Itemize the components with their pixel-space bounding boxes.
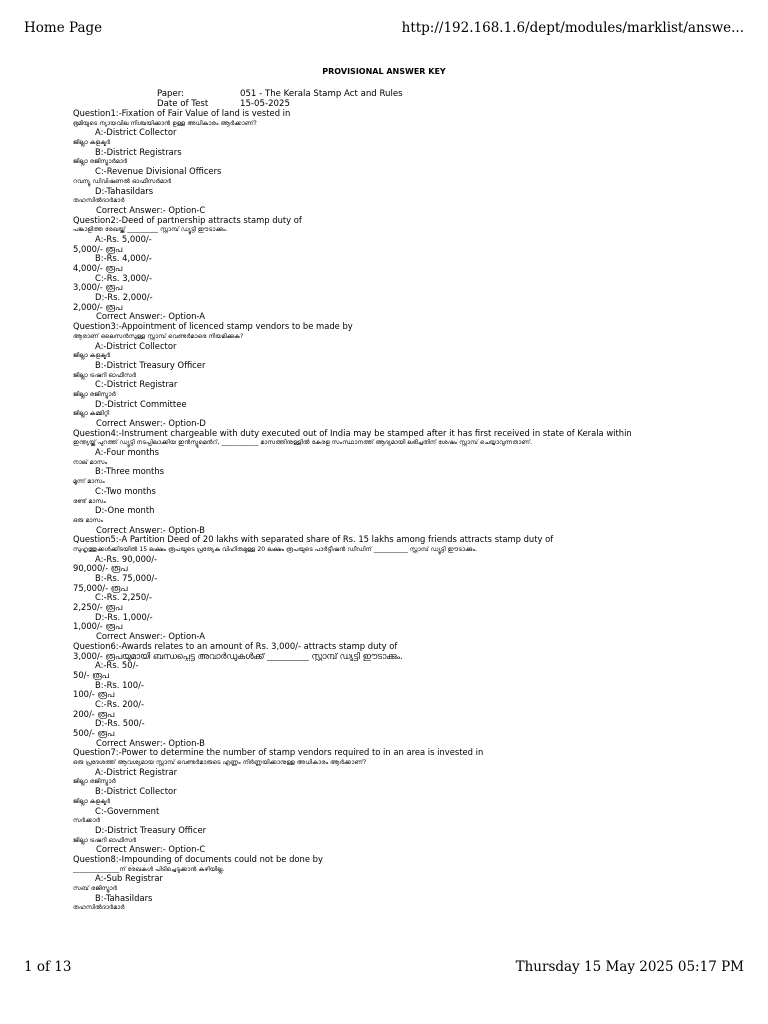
answer-option: B:-Tahasildars [95,893,153,903]
malayalam-text: സബ് രജിസ്ട്രാർ [73,885,118,892]
answer-option: C:-Rs. 2,250/- [95,593,153,603]
malayalam-text: ജില്ലാ കളക്ടർ [73,797,111,805]
malayalam-text: റവന്യൂ ഡിവിഷണൽ ഓഫീസർമാർ [73,177,172,185]
correct-answer: Correct Answer:- Option-B [96,738,205,748]
correct-answer: Correct Answer:- Option-A [96,312,205,322]
option-translation: 200/- രൂപ [73,709,115,719]
question-text: Question1:-Fixation of Fair Value of land is vested in [73,109,291,118]
malayalam-text: ആരാണ് ലൈസൻസുള്ള സ്റ്റാമ്പ് വെണ്ടർമാരെ നിയമിക്കുക? [73,332,244,340]
malayalam-text: ജില്ലാ കളക്ടർ [73,352,111,360]
answer-option: D:-Rs. 500/- [95,719,145,729]
header-page-title: Home Page [24,20,103,36]
answer-option: D:-Rs. 2,000/- [95,293,153,303]
answer-option: A:-Rs. 50/- [95,661,139,671]
option-translation: 90,000/- രൂപ [73,564,128,574]
correct-answer: Correct Answer:- Option-C [96,845,206,855]
answer-option: A:-Rs. 5,000/- [95,234,152,244]
answer-option: C:-Revenue Divisional Officers [95,167,222,177]
question-text: Question6:-Awards relates to an amount of Rs. 3,000/- attracts stamp duty of [73,641,398,651]
malayalam-text: ജില്ലാ ട്രഷറി ഓഫീസർ [73,371,137,379]
question-text: Question8:-Impounding of documents could not be done by [73,854,323,864]
question-text: Question2:-Deed of partnership attracts stamp duty of [73,215,302,225]
print-header [24,20,744,36]
malayalam-text: നാല് മാസം [73,458,108,466]
header-url: http://192.168.1.6/dept/modules/marklist/answe... [401,20,744,36]
malayalam-text: ജില്ലാ രജിസ്ട്രാർ [73,390,116,398]
option-translation: 500/- രൂപ [73,729,115,738]
option-translation: 5,000/- രൂപ [73,244,123,254]
malayalam-text: മൂന്ന് മാസം [73,478,105,486]
answer-option: B:-Rs. 4,000/- [95,254,152,264]
malayalam-text: _______________ന് രേഖകൾ പിടിച്ചെടുക്കാൻ കഴിയില്ല. [73,865,225,873]
answer-option: C:-Rs. 200/- [95,699,145,709]
malayalam-text: തഹസിൽദാർമാർ [73,904,125,912]
document-title-text: PROVISIONAL ANSWER KEY [322,67,446,76]
option-translation: 75,000/- രൂപ [73,583,128,593]
answer-option: B:-Three months [95,467,165,477]
malayalam-text: സുഹൃത്തുക്കൾക്കിടയിൽ 15 ലക്ഷം രൂപയുടെ പ്രത്യേക വിഹിതമുള്ള 20 ലക്ഷം രൂപയുടെ പാർട്ടീഷൻ ഡീഡിന് ___________ സ്റ്റാമ്പ് ഡ്യൂട്ടി ഈടാക്കും. [73,545,478,553]
correct-answer: Correct Answer:- Option-C [96,205,206,215]
malayalam-text: രണ്ട് മാസം [73,497,106,505]
malayalam-text: ജില്ലാ രജിസ്ട്രാർമാർ [73,158,128,166]
question-text: Question4:-Instrument chargeable with duty executed out of India may be stamped after it has first received in state of Kerala within [73,428,632,438]
malayalam-text: തഹസിൽദാർമാർ [73,197,125,205]
malayalam-text: സർക്കാർ [73,817,101,825]
answer-option: C:-District Registrar [95,380,178,390]
answer-option: A:-Four months [95,448,160,458]
answer-option: A:-District Collector [95,128,177,138]
answer-option: A:-Rs. 90,000/- [95,554,158,564]
option-translation: 50/- രൂപ [73,670,109,680]
answer-option: B:-District Treasury Officer [95,360,206,370]
answer-option: B:-Rs. 100/- [95,680,144,690]
date-label: Date of Test [157,99,209,109]
question-text: Question5:-A Partition Deed of 20 lakhs with separated share of Rs. 15 lakhs among friends attracts stamp duty of [73,535,554,545]
answer-option: C:-Government [95,806,160,816]
answer-option: A:-Sub Registrar [95,874,163,884]
answer-option: C:-Rs. 3,000/- [95,273,153,283]
malayalam-text: പങ്കാളിത്ത രേഖയ്ക്ക് __________ സ്റ്റാമ്പ് ഡ്യൂട്ടി ഈടാക്കും. [73,226,228,234]
answer-option: D:-One month [95,506,155,516]
answer-key-body [73,109,733,913]
malayalam-text: ജില്ലാ കളക്ടർ [73,139,111,147]
answer-option: A:-District Collector [95,341,177,351]
malayalam-text: ഒരു പ്രദേശത്ത് ആവശ്യമായ സ്റ്റാമ്പ് വെണ്ടർമാരുടെ എണ്ണം നിർണ്ണയിക്കാനുള്ള അധികാരം ആർക്കാണ്? [73,759,367,767]
malayalam-text: ഭൂമിയുടെ ന്യായവില നിശ്ചയിക്കാൻ ഉള്ള അധികാരം ആർക്കാണ്? [73,119,257,127]
option-translation: 4,000/- രൂപ [73,264,123,273]
answer-option: D:-Rs. 1,000/- [95,612,153,622]
correct-answer: Correct Answer:- Option-D [96,419,206,428]
date-value: 15-05-2025 [240,99,290,109]
answer-option: C:-Two months [95,486,156,496]
option-translation: 2,000/- രൂപ [73,302,123,312]
correct-answer: Correct Answer:- Option-A [96,632,205,642]
document-title [0,67,768,76]
answer-option: D:-District Treasury Officer [95,825,207,835]
paper-label: Paper: [157,89,185,99]
answer-option: D:-Tahasildars [95,186,154,196]
paper-row [157,89,403,99]
answer-option: D:-District Committee [95,399,187,409]
date-row [157,99,290,109]
option-translation: 3,000/- രൂപയുമായി ബന്ധപ്പെട്ട അവാർഡുകൾക്ക് __________ സ്റ്റാമ്പ് ഡ്യൂട്ടി ഈടാക്കും. [73,651,403,661]
print-timestamp: Thursday 15 May 2025 05:17 PM [515,959,744,975]
malayalam-text: ജില്ലാ കമ്മിറ്റി [73,410,110,418]
malayalam-text: ജില്ലാ രജിസ്ട്രാർ [73,778,116,786]
answer-option: B:-District Collector [95,787,177,797]
option-translation: 3,000/- രൂപ [73,283,123,293]
correct-answer: Correct Answer:- Option-B [96,525,205,535]
page-counter: 1 of 13 [24,959,72,975]
answer-option: A:-District Registrar [95,767,178,777]
print-footer [24,959,744,975]
malayalam-text: ജില്ലാ ട്രഷറി ഓഫീസർ [73,836,137,844]
malayalam-text: ഇന്ത്യയ്ക്ക് പുറത്ത് ഡ്യൂട്ടി നടപ്പിലാക്കിയ ഇൻസ്ട്രുമെൻറ്, ____________ മാസത്തിനുള്ളിൽ കേരള സംസ്ഥാനത്ത് ആദ്യമായി ലഭിച്ചതിന് ശേഷം സ്റ്റാമ്പ് ചെയ്യാവുന്നതാണ്. [73,439,533,447]
malayalam-text: ഒരു മാസം [73,516,104,524]
answer-option: B:-Rs. 75,000/- [95,574,158,583]
question-text: Question3:-Appointment of licenced stamp vendors to be made by [73,322,353,332]
option-translation: 1,000/- രൂപ [73,622,123,632]
paper-value: 051 - The Kerala Stamp Act and Rules [240,89,403,99]
answer-option: B:-District Registrars [95,147,182,157]
question-text: Question7:-Power to determine the number of stamp vendors required to in an area is invested in [73,748,484,758]
option-translation: 2,250/- രൂപ [73,603,123,613]
option-translation: 100/- രൂപ [73,690,115,700]
